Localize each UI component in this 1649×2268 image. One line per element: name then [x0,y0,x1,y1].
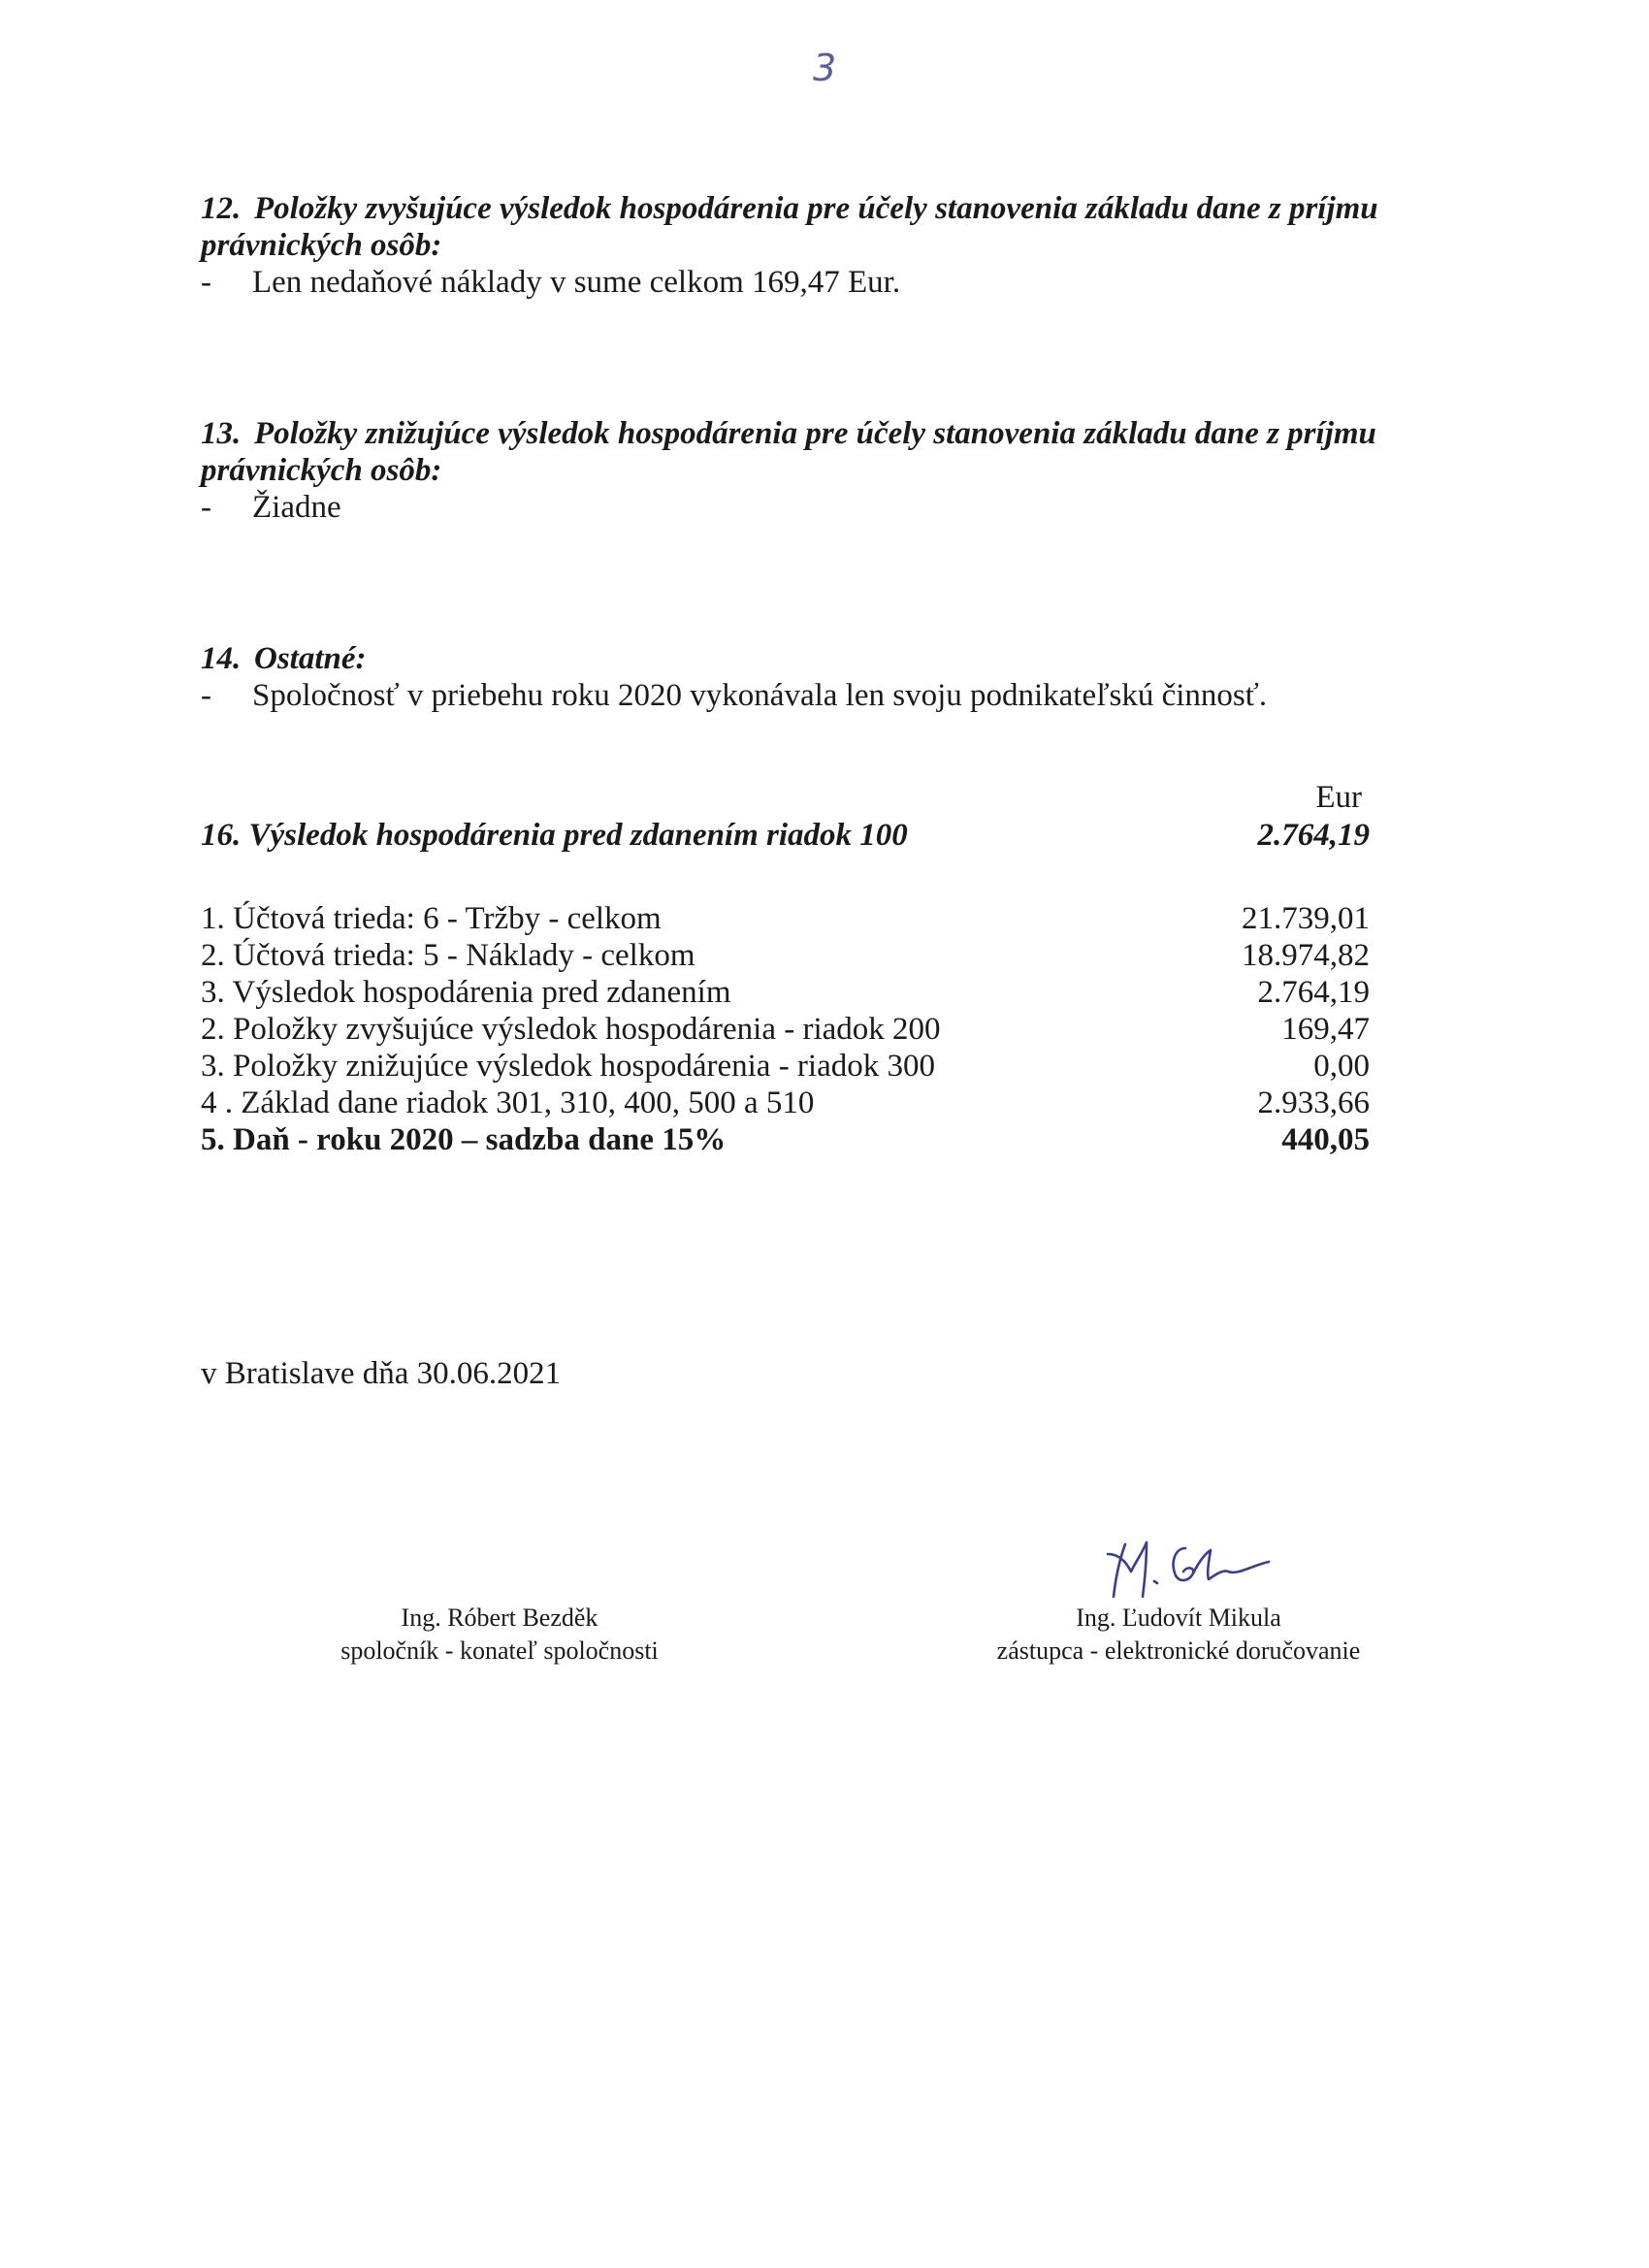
table-row-value: 21.739,01 [1242,901,1370,936]
tax-row-label: 5. Daň - roku 2020 – sadzba dane 15% [201,1122,727,1157]
bullet-dash: - [201,678,211,713]
section-14-bullet [201,677,1462,714]
section-12-title-line1: Položky zvyšujúce výsledok hospodárenia pre účely stanovenia základu dane z príjmu [254,191,1378,226]
table-row-value: 2.933,66 [1257,1085,1370,1120]
table-row-label: 3. Výsledok hospodárenia pred zdanením [201,975,731,1010]
signatory-left [281,1602,718,1668]
section-13-bullet-text: Žiadne [252,490,341,525]
section-13-bullet [201,489,1462,526]
signatory-left-role: spoločník - konateľ spoločnosti [340,1636,659,1665]
table-row [201,1048,1370,1085]
table-row-label: 2. Účtová trieda: 5 - Náklady - celkom [201,938,695,973]
section-12 [201,190,1462,301]
section-13-title-line2: právnických osôb: [201,453,442,488]
place-date: v Bratislave dňa 30.06.2021 [201,1356,562,1391]
table-row [201,900,1370,937]
table-row [201,1085,1370,1121]
section-14-bullet-text: Spoločnosť v priebehu roku 2020 vykonávala len svoju podnikateľskú činnosť. [252,678,1268,713]
section-14-heading [201,640,1462,677]
tax-row [201,1121,1370,1158]
table-row [201,1011,1370,1048]
signatory-right [960,1602,1397,1668]
table-row [201,974,1370,1011]
section-13-heading [201,415,1462,452]
table-row-label: 4 . Základ dane riadok 301, 310, 400, 500 a 510 [201,1085,815,1120]
table-row-value: 169,47 [1281,1012,1370,1047]
section-14 [201,640,1462,714]
result-title-value: 2.764,19 [1257,818,1370,853]
section-14-number: 14. [201,641,242,676]
table-row-label: 1. Účtová trieda: 6 - Tržby - celkom [201,901,662,936]
section-12-title-line2: právnických osôb: [201,228,442,263]
section-12-number: 12. [201,191,242,226]
bullet-dash: - [201,490,211,525]
section-12-bullet [201,264,1462,301]
handwritten-signature [1096,1533,1310,1610]
section-13 [201,415,1462,526]
table-row-value: 2.764,19 [1257,975,1370,1010]
signatory-right-role: zástupca - elektronické doručovanie [996,1636,1361,1665]
bullet-dash: - [201,265,211,300]
table-row [201,937,1370,974]
section-12-heading [201,190,1462,227]
result-title-row [201,817,1370,854]
section-13-title-line1: Položky znižujúce výsledok hospodárenia pre účely stanovenia základu dane z príjmu [254,416,1376,451]
section-13-number: 13. [201,416,242,451]
tax-row-value: 440,05 [1281,1122,1370,1157]
page-number: 3 [813,47,837,89]
result-title: 16. Výsledok hospodárenia pred zdanením riadok 100 [201,818,908,853]
table-row-value: 18.974,82 [1242,938,1370,973]
signatory-left-name: Ing. Róbert Bezděk [401,1604,598,1632]
table-row-value: 0,00 [1313,1049,1370,1084]
currency-header: Eur [1315,780,1362,815]
section-14-title: Ostatné: [254,641,367,676]
table-row-label: 3. Položky znižujúce výsledok hospodárenia - riadok 300 [201,1049,935,1084]
table-row-label: 2. Položky zvyšujúce výsledok hospodárenia - riadok 200 [201,1012,941,1047]
section-12-bullet-text: Len nedaňové náklady v sume celkom 169,47 Eur. [252,265,901,300]
signatory-right-name: Ing. Ľudovít Mikula [1076,1604,1281,1632]
